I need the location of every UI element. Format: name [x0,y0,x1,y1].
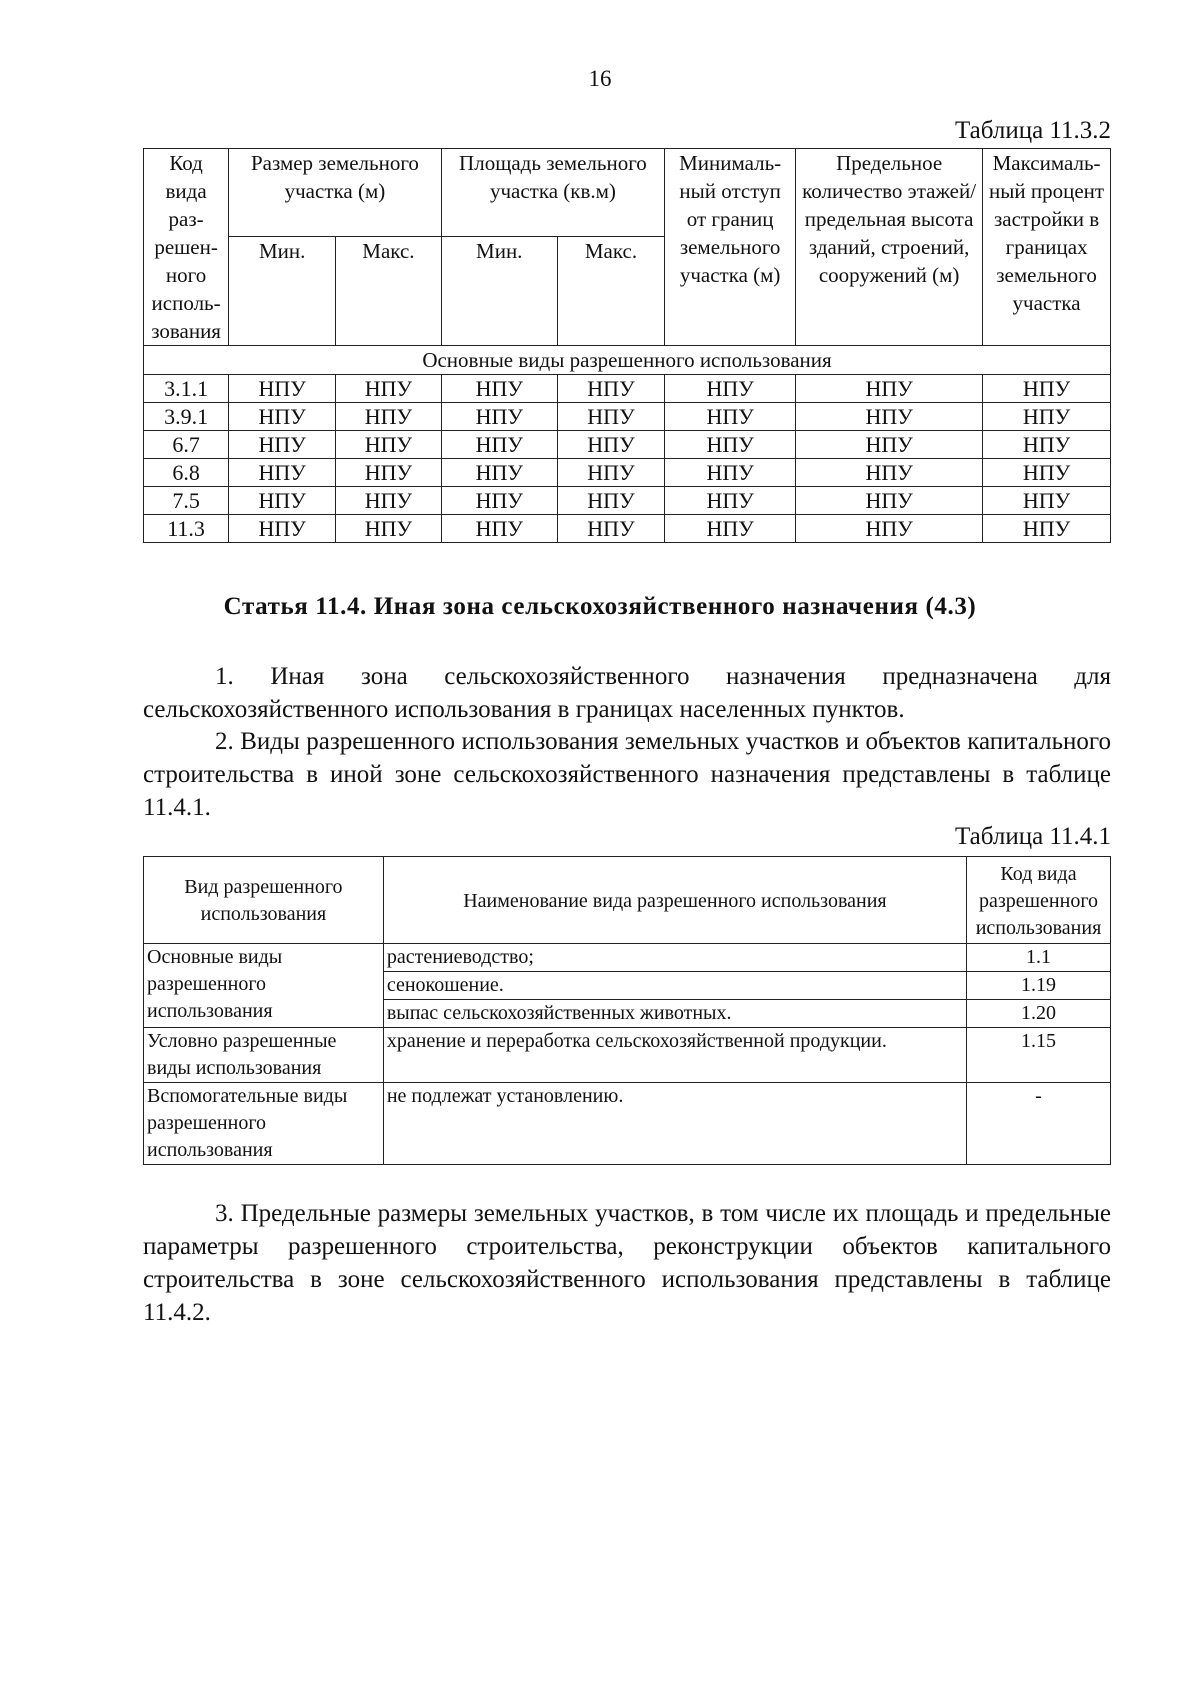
paragraph-1: 1. Иная зона сельскохозяйственного назначения предназначена для сельскохозяйственного использования в границах населенных пунктов. [143,663,1111,723]
table-cell: НПУ [983,403,1111,431]
table-row [144,487,1111,515]
table-cell: НПУ [983,459,1111,487]
table-cell: НПУ [665,431,796,459]
table-cell: НПУ [336,515,442,543]
table-cell: НПУ [229,375,336,403]
item-code: - [967,1083,1111,1165]
table-cell: НПУ [557,459,664,487]
table-cell: 3.9.1 [144,403,229,431]
table-cell: НПУ [796,375,983,403]
table-row [144,515,1111,543]
table-cell: НПУ [796,487,983,515]
table-cell: НПУ [665,375,796,403]
table-cell: НПУ [441,459,557,487]
table-cell: НПУ [229,487,336,515]
header-name: Наименование вида разрешенного использования [383,857,966,944]
table-cell: 6.8 [144,459,229,487]
header-size: Размер земельного участка (м) [229,149,442,237]
table-row [144,459,1111,487]
header-coverage: Максималь-ный процент застройки в границах земельного участка [983,149,1111,346]
table-header-row [144,857,1111,944]
group-basic: Основные виды разрешенного использования [144,944,384,1028]
header-size-min: Мин. [229,237,336,346]
header-area: Площадь земельного участка (кв.м) [441,149,664,237]
table-cell: НПУ [983,487,1111,515]
table-row [144,1083,1111,1165]
item-name: не подлежат установлению. [383,1083,966,1165]
table-cell: НПУ [336,403,442,431]
table-cell: 3.1.1 [144,375,229,403]
table-cell: НПУ [441,487,557,515]
table-cell: НПУ [557,403,664,431]
section-row [144,346,1111,375]
table-cell: НПУ [796,515,983,543]
table-cell: НПУ [665,515,796,543]
table-cell: НПУ [557,375,664,403]
table-header-row [144,149,1111,237]
item-name: растениеводство; [383,944,966,972]
table-cell: НПУ [796,403,983,431]
table-cell: 7.5 [144,487,229,515]
table-cell: НПУ [441,515,557,543]
table-cell: НПУ [336,487,442,515]
header-floors: Предельное количество этажей/ предельная высота зданий, строений, сооружений (м) [796,149,983,346]
header-area-max: Макс. [557,237,664,346]
table-row [144,403,1111,431]
table-11-4-1-caption: Таблица 11.4.1 [955,823,1111,850]
table-cell: НПУ [336,431,442,459]
table-cell: НПУ [665,459,796,487]
page-number: 16 [588,66,612,91]
paragraph-2: 2. Виды разрешенного использования земельных участков и объектов капитального строительства в иной зоне сельскохозяйственного назначения представлены в таблице 11.4.1. [143,728,1111,821]
table-cell: НПУ [796,431,983,459]
table-cell: НПУ [229,403,336,431]
table-row [144,1028,1111,1083]
group-auxiliary: Вспомогательные виды разрешенного использования [144,1083,384,1165]
table-cell: НПУ [229,515,336,543]
table-cell: НПУ [983,375,1111,403]
item-name: хранение и переработка сельскохозяйственной продукции. [383,1028,966,1083]
header-area-min: Мин. [441,237,557,346]
table-cell: НПУ [665,487,796,515]
table-cell: НПУ [336,375,442,403]
item-name: сенокошение. [383,972,966,1000]
table-cell: НПУ [983,515,1111,543]
item-code: 1.19 [967,972,1111,1000]
header-size-max: Макс. [336,237,442,346]
header-kind: Вид разрешенного использования [144,857,384,944]
table-11-3-2 [143,148,1111,543]
table-cell: НПУ [441,403,557,431]
article-title: Статья 11.4. Иная зона сельскохозяйственного назначения (4.3) [223,593,977,620]
table-row [144,944,1111,972]
table-cell: 6.7 [144,431,229,459]
table-cell: НПУ [336,459,442,487]
paragraph-3: 3. Предельные размеры земельных участков, в том числе их площадь и предельные параметры разрешенного строительства, реконструкции объектов капитального строительства в зоне сельскохозяйственного использования представлены в таблице 11.4.2. [143,1200,1111,1326]
table-11-3-2-caption: Таблица 11.3.2 [955,117,1111,144]
item-code: 1.1 [967,944,1111,972]
group-conditional: Условно разрешенные виды использования [144,1028,384,1083]
table-row [144,431,1111,459]
header-setback: Минималь-ный отступ от границ земельного участка (м) [665,149,796,346]
table-cell: НПУ [557,515,664,543]
table-cell: НПУ [665,403,796,431]
section-label: Основные виды разрешенного использования [144,346,1111,375]
item-code: 1.15 [967,1028,1111,1083]
table-cell: НПУ [229,459,336,487]
table-cell: НПУ [796,459,983,487]
table-cell: НПУ [441,431,557,459]
header-code: Код вида раз-решен-ного исполь-зования [144,149,229,346]
table-cell: НПУ [441,375,557,403]
table-cell: НПУ [229,431,336,459]
table-cell: НПУ [557,431,664,459]
table-row [144,375,1111,403]
item-name: выпас сельскохозяйственных животных. [383,1000,966,1028]
table-cell: НПУ [983,431,1111,459]
table-11-4-1 [143,856,1111,1165]
table-cell: 11.3 [144,515,229,543]
header-code: Код вида разрешенного использования [967,857,1111,944]
table-cell: НПУ [557,487,664,515]
item-code: 1.20 [967,1000,1111,1028]
